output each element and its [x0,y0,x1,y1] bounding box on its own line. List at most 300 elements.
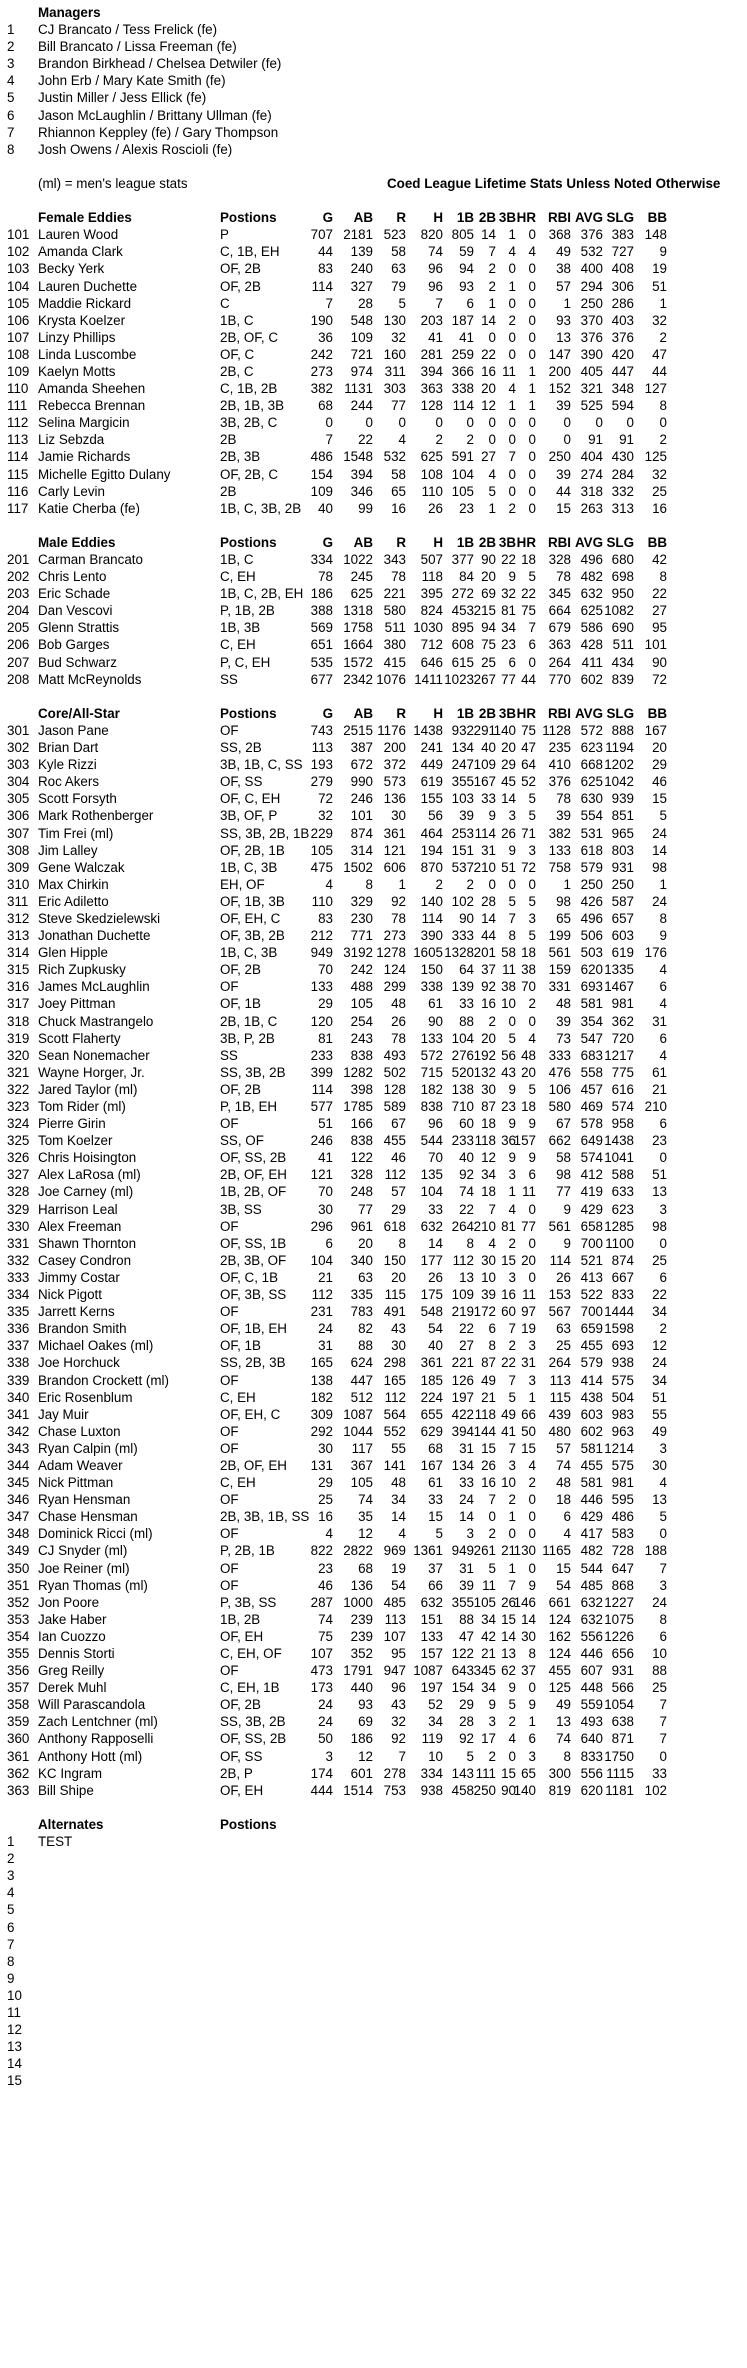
stat-hr: 6 [528,1731,536,1747]
stat-1b: 33 [459,1475,474,1491]
player-name: Chase Luxton [38,1423,121,1439]
player-number: 308 [7,842,30,858]
stat-bb: 6 [659,1116,667,1132]
stat-h: 108 [420,466,443,482]
stat-1b: 394 [451,1423,474,1439]
player-name: Brandon Crockett (ml) [38,1372,169,1388]
player-number: 317 [7,996,30,1012]
alternate-number: 6 [7,1919,15,1935]
stat-g: 70 [318,962,333,978]
manager-row [0,55,747,72]
player-name: Lauren Wood [38,227,119,243]
stat-rbi: 57 [556,278,571,294]
player-name: Joey Pittman [38,996,116,1012]
stat-3b: 20 [501,740,516,756]
stat-r: 78 [391,569,406,585]
stat-r: 1278 [376,945,406,961]
stat-ab: 105 [350,996,373,1012]
stat-r: 493 [383,1047,406,1063]
alternate-row [0,1901,747,1918]
stat-2b: 20 [481,1030,496,1046]
stat-g: 186 [310,586,333,602]
stat-g: 109 [310,483,333,499]
stat-hr: 11 [522,1184,536,1200]
player-row [0,1577,747,1594]
stat-header-h: H [433,534,443,550]
stat-1b: 366 [451,363,474,379]
player-name: Dominick Ricci (ml) [38,1526,153,1542]
stat-g: 120 [310,1013,333,1029]
stat-header-avg: AVG [574,210,603,226]
stat-r: 606 [383,859,406,875]
stat-rbi: 328 [548,552,571,567]
player-name: Ryan Hensman [38,1492,131,1508]
stat-1b: 2 [466,876,474,892]
player-row [0,346,747,363]
stat-1b: 259 [451,346,474,362]
player-positions: OF, C, 1B [220,1269,279,1285]
stat-rbi: 368 [548,227,571,243]
player-number: 342 [7,1423,30,1439]
stat-3b: 0 [508,1748,516,1764]
stat-avg: 522 [580,1287,603,1303]
stat-rbi: 561 [548,945,571,961]
stat-3b: 3 [508,1269,516,1285]
stat-ab: 1758 [343,620,373,636]
player-positions: OF, 2B [220,1697,261,1713]
player-number: 327 [7,1167,30,1183]
stat-avg: 496 [580,552,603,567]
stat-slg: 486 [611,1509,634,1525]
stat-rbi: 15 [556,500,571,516]
player-row [0,961,747,978]
stat-bb: 61 [652,1064,667,1080]
stat-3b: 14 [501,791,516,807]
stat-slg: 950 [611,586,634,602]
player-name: Brandon Smith [38,1321,127,1337]
stat-2b: 87 [481,1099,496,1114]
player-number: 105 [7,295,30,311]
stat-avg: 544 [580,1560,603,1576]
stat-hr: 9 [528,1697,536,1713]
player-positions: OF, EH, C [220,910,281,926]
player-positions: 3B, P, 2B [220,1030,275,1046]
stat-hr: 0 [528,654,536,670]
stat-bb: 34 [652,1372,667,1388]
stat-2b: 1 [488,295,496,311]
stat-ab: 340 [350,1252,373,1268]
stat-g: 246 [310,1133,333,1149]
stat-2b: 111 [475,1765,496,1781]
stat-h: 838 [420,1099,443,1114]
stat-2b: 15 [481,1440,496,1456]
stat-rbi: 49 [556,244,571,260]
stat-g: 25 [318,1492,333,1508]
stat-hr: 64 [521,757,536,773]
player-number: 351 [7,1577,30,1593]
manager-row [0,89,747,106]
player-number: 329 [7,1201,30,1217]
player-row [0,1372,747,1389]
stat-bb: 0 [659,1748,667,1764]
stat-header-hr: HR [516,534,536,550]
stat-h: 96 [428,278,443,294]
stat-ab: 0 [365,415,373,431]
stat-rbi: 6 [563,1509,571,1525]
player-row [0,1286,747,1303]
stat-3b: 23 [501,637,516,653]
stat-g: 131 [310,1457,333,1473]
stat-3b: 4 [508,381,516,397]
stat-header-hr: HR [516,210,536,226]
player-row [0,1748,747,1765]
stat-h: 338 [420,979,443,995]
stat-bb: 72 [652,671,667,687]
stat-r: 0 [398,415,406,431]
stat-h: 150 [420,962,443,978]
stat-hr: 75 [521,603,536,619]
player-row [0,466,747,483]
player-number: 315 [7,962,30,978]
stat-ab: 8 [365,876,373,892]
player-number: 302 [7,740,30,756]
stat-1b: 219 [451,1304,474,1320]
stat-hr: 0 [528,1013,536,1029]
stat-avg: 318 [580,483,603,499]
stat-1b: 710 [451,1099,474,1114]
stat-rbi: 54 [556,1577,571,1593]
stat-rbi: 770 [548,671,571,687]
player-row [0,636,747,653]
stat-hr: 140 [513,1782,536,1798]
stat-bb: 0 [659,1235,667,1251]
stat-slg: 420 [611,346,634,362]
stat-rbi: 18 [556,1492,571,1508]
stat-r: 380 [383,637,406,653]
stat-rbi: 1165 [542,1543,571,1559]
stat-rbi: 331 [548,979,571,995]
stat-ab: 961 [350,1218,373,1234]
player-number: 113 [7,432,29,448]
stat-bb: 188 [644,1543,667,1559]
player-row [0,807,747,824]
stat-1b: 28 [459,1714,474,1730]
stat-g: 7 [325,295,333,311]
stat-rbi: 162 [548,1628,571,1644]
stat-2b: 18 [481,1116,496,1132]
stat-r: 141 [383,1457,406,1473]
player-name: Steve Skedzielewski [38,910,161,926]
stat-avg: 426 [580,893,603,909]
stat-bb: 127 [644,381,667,397]
player-name: Greg Reilly [38,1663,105,1679]
stat-r: 165 [383,1372,406,1388]
stat-3b: 0 [508,432,516,448]
stat-g: 193 [310,757,333,773]
manager-row [0,107,747,124]
player-name: Michael Oakes (ml) [38,1338,154,1354]
stat-avg: 250 [580,295,603,311]
stat-g: 114 [311,1081,333,1097]
stat-slg: 1041 [604,1150,634,1166]
stat-r: 29 [391,1201,406,1217]
stat-h: 646 [420,654,443,670]
stat-bb: 31 [652,1013,667,1029]
player-positions: OF, SS [220,1748,263,1764]
player-name: CJ Snyder (ml) [38,1543,128,1559]
stat-h: 629 [420,1423,443,1439]
stat-r: 55 [391,1440,406,1456]
stat-g: 577 [310,1099,333,1114]
stat-2b: 17 [481,1731,496,1747]
stat-r: 78 [391,1030,406,1046]
stat-avg: 438 [580,1389,603,1405]
stat-2b: 2 [488,1526,496,1542]
stat-avg: 531 [580,825,603,841]
stat-bb: 8 [659,1611,667,1627]
stat-3b: 58 [501,945,516,961]
manager-number: 5 [7,90,15,106]
stat-hr: 66 [521,1406,536,1422]
stat-g: 242 [310,346,333,362]
stat-avg: 649 [580,1133,603,1149]
stat-avg: 321 [580,381,603,397]
stat-ab: 1282 [343,1064,373,1080]
player-positions: OF, SS, 1B [220,1235,287,1251]
player-row [0,1081,747,1098]
stat-r: 57 [391,1184,406,1200]
player-row [0,602,747,619]
stat-g: 21 [318,1269,333,1285]
stat-r: 67 [391,1116,406,1132]
stat-r: 54 [391,1577,406,1593]
stat-2b: 31 [481,842,496,858]
stat-g: 4 [325,1526,333,1542]
player-positions: OF [220,1116,239,1132]
stat-g: 212 [310,928,333,944]
stat-avg: 446 [580,1492,603,1508]
stat-1b: 643 [451,1663,474,1679]
stat-bb: 98 [652,1218,667,1234]
stat-avg: 525 [580,398,603,414]
stat-bb: 1 [659,295,667,311]
player-positions: C [220,295,230,311]
stat-h: 715 [420,1064,443,1080]
stat-avg: 556 [580,1628,603,1644]
stat-h: 119 [421,1731,443,1747]
stat-avg: 91 [588,432,603,448]
manager-row [0,72,747,89]
player-positions: OF, SS, 2B [220,1731,287,1747]
player-positions: C, EH [220,637,256,653]
stat-hr: 2 [528,996,536,1012]
player-row [0,1594,747,1611]
stat-2b: 114 [474,825,496,841]
player-positions: 2B, OF, EH [220,1457,287,1473]
stat-header-ab: AB [353,210,373,226]
stat-ab: 838 [350,1133,373,1149]
player-row [0,500,747,517]
manager-number: 3 [7,56,15,72]
player-name: Roc Akers [38,774,100,790]
stat-2b: 30 [481,1252,496,1268]
stat-r: 79 [391,278,406,294]
stat-ab: 93 [358,1697,373,1713]
positions-header: Postions [220,705,277,721]
player-name: Lauren Duchette [38,278,138,294]
stat-r: 160 [383,346,406,362]
player-positions: OF [220,1560,239,1576]
managers-title: Managers [38,5,101,20]
stat-avg: 457 [580,1081,603,1097]
stat-slg: 1598 [604,1321,634,1337]
stat-h: 1030 [413,620,443,636]
stat-h: 1438 [413,722,443,738]
player-name: Linda Luscombe [38,346,137,362]
stat-hr: 31 [521,1355,536,1371]
stat-r: 580 [383,603,406,619]
player-name: Brian Dart [38,740,99,756]
stat-3b: 7 [508,1372,516,1388]
player-number: 321 [7,1064,30,1080]
stat-bb: 21 [652,1081,667,1097]
player-row [0,1252,747,1269]
stat-g: 4 [325,876,333,892]
player-name: Amanda Sheehen [38,381,146,397]
player-number: 107 [7,329,30,345]
player-row [0,1611,747,1628]
stat-slg: 1217 [604,1047,634,1063]
stat-ab: 69 [358,1714,373,1730]
stat-rbi: 439 [548,1406,571,1422]
stat-1b: 221 [451,1355,474,1371]
stat-avg: 455 [580,1457,603,1473]
stat-h: 140 [420,893,443,909]
stat-slg: 690 [611,620,634,636]
stat-ab: 239 [350,1611,373,1627]
stat-2b: 7 [488,244,496,260]
stat-bb: 49 [652,1423,667,1439]
stat-2b: 3 [488,1714,496,1730]
stat-h: 361 [420,1355,443,1371]
stat-2b: 132 [473,1064,496,1080]
stat-g: 24 [318,1697,333,1713]
alternate-row [0,2055,747,2072]
stat-3b: 9 [508,1680,516,1696]
stat-slg: 594 [611,398,634,414]
stat-g: 31 [318,1338,333,1354]
stat-3b: 4 [508,1201,516,1217]
stat-1b: 23 [459,500,474,516]
player-row [0,910,747,927]
stat-1b: 31 [459,1560,474,1576]
player-positions: 2B, 3B, 1B, SS [220,1509,310,1525]
stat-2b: 118 [474,1406,496,1422]
stat-slg: 306 [611,278,634,294]
stat-rbi: 26 [556,1269,571,1285]
stat-bb: 1 [659,876,667,892]
stat-bb: 9 [659,928,667,944]
stat-bb: 55 [652,1406,667,1422]
stat-r: 552 [383,1423,406,1439]
player-name: Jared Taylor (ml) [38,1081,138,1097]
stat-slg: 965 [611,825,634,841]
stat-3b: 9 [508,842,516,858]
stat-2b: 0 [488,432,496,448]
stat-hr: 38 [521,962,536,978]
player-positions: 2B [220,483,237,499]
stat-bb: 25 [652,483,667,499]
stat-avg: 400 [580,261,603,277]
player-number: 116 [7,483,29,499]
stat-1b: 93 [459,278,474,294]
stat-2b: 33 [481,791,496,807]
stat-r: 43 [391,1321,406,1337]
stats-sheet [0,4,747,2089]
stat-ab: 239 [350,1628,373,1644]
stat-hr: 65 [521,1765,536,1781]
stat-r: 65 [391,483,406,499]
stat-r: 618 [383,1218,406,1234]
player-name: Linzy Phillips [38,329,116,345]
stat-rbi: 133 [548,842,571,858]
stat-r: 299 [383,979,406,995]
player-number: 360 [7,1731,30,1747]
stat-r: 77 [391,398,406,414]
player-positions: 1B, C, 3B [220,859,278,875]
stat-header-r: R [396,534,406,550]
player-row [0,1525,747,1542]
stat-slg: 603 [611,928,634,944]
stat-h: 938 [420,1782,443,1798]
stat-avg: 405 [580,363,603,379]
stat-r: 78 [391,910,406,926]
stat-g: 0 [325,415,333,431]
player-row [0,1030,747,1047]
stat-hr: 1 [528,381,536,397]
player-name: Derek Muhl [38,1680,107,1696]
stat-g: 75 [318,1628,333,1644]
stat-1b: 139 [451,979,474,995]
stat-ab: 99 [358,500,373,516]
player-positions: SS, 3B, 2B [220,1064,286,1080]
player-positions: OF, 2B [220,278,261,294]
stat-bb: 3 [659,1577,667,1593]
stat-ab: 548 [350,312,373,328]
stat-1b: 14 [459,1509,474,1525]
player-positions: OF [220,1423,239,1439]
stat-avg: 640 [580,1731,603,1747]
player-name: Bob Garges [38,637,110,653]
player-number: 114 [7,449,29,465]
stat-1b: 27 [459,1338,474,1354]
stat-rbi: 1 [563,295,571,311]
stat-ab: 1572 [343,654,373,670]
stat-r: 278 [383,1765,406,1781]
stat-2b: 215 [473,603,496,619]
player-name: Adam Weaver [38,1457,123,1473]
player-number: 106 [7,312,30,328]
stat-3b: 81 [501,603,516,619]
player-row [0,431,747,448]
stat-slg: 286 [611,295,634,311]
stat-2b: 12 [481,398,496,414]
stat-g: 40 [318,500,333,516]
stat-rbi: 93 [556,312,571,328]
stat-hr: 47 [521,740,536,756]
player-number: 340 [7,1389,30,1405]
stat-rbi: 25 [556,1338,571,1354]
